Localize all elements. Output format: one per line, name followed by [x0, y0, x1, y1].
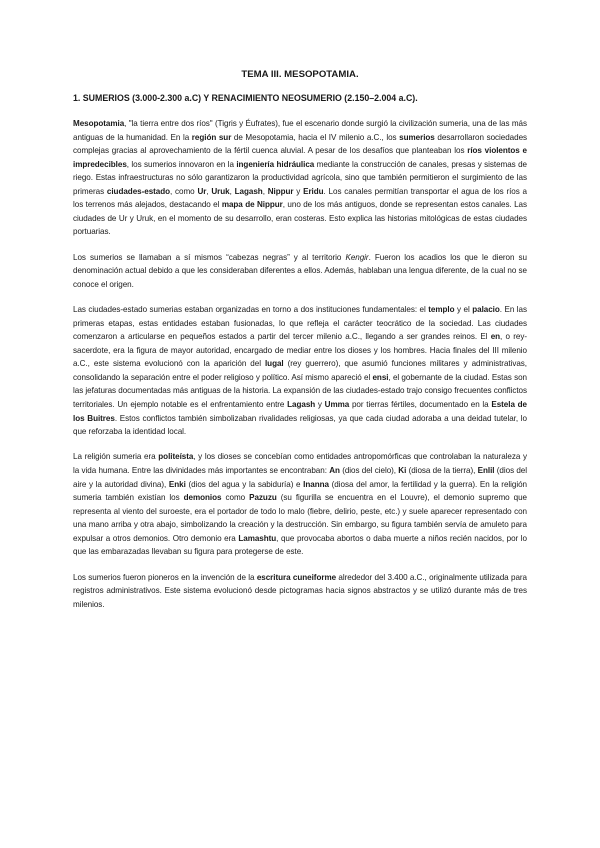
bold-term: en: [490, 332, 501, 342]
bold-term: Ki: [398, 465, 407, 475]
bold-term: sumerios: [399, 132, 435, 142]
bold-term: Lagash: [287, 399, 316, 409]
bold-term: Uruk: [211, 186, 230, 196]
text-run: (dios del agua y la sabiduría) e: [185, 479, 304, 489]
text-run: ,: [206, 186, 212, 196]
bold-term: Pazuzu: [249, 493, 277, 503]
bold-term: lugal: [264, 359, 284, 369]
text-run: , o rey-sacerdote, era la figura de mayor autoridad, encargado de mediar entre los dioses y los hombres. Hacia finales del III milenio a.C., este sistema evolucionó con la aparición del: [73, 332, 527, 369]
italic-term: Kengir: [345, 252, 369, 262]
bold-term: Mesopotamia: [73, 119, 125, 128]
bold-term: Nippur: [267, 186, 294, 196]
bold-term: Inanna: [303, 479, 329, 489]
bold-term: Umma: [324, 399, 350, 409]
paragraph: [73, 571, 527, 609]
text-run: mediante la construcción de canales, presas y sistemas de riego. Estas infraestructuras no sólo garantizaron la productividad agrícola, sino que también permitieron el surgimiento de las primeras: [73, 159, 527, 196]
text-run: . Fueron los acadios los que le dieron su denominación actual debido a que les consideraban diferentes a ellos. Además, hablaban una lengua diferente, de la cual no se conoce el origen.: [73, 252, 527, 289]
text-run: ,: [229, 186, 235, 196]
text-run: (rey guerrero), que asumió funciones militares y administrativas, consolidando la separación entre el poder religioso y político. Así mismo apareció el: [73, 359, 527, 382]
text-run: Las ciudades-estado sumerias estaban organizadas en torno a dos instituciones fundamentales: el: [73, 305, 429, 315]
paragraph: [73, 450, 527, 558]
bold-term: demonios: [183, 493, 222, 503]
bold-term: Eridu: [303, 186, 324, 196]
text-run: . Los canales permitían transportar el agua de los ríos a los terrenos más alejados, destacando el: [73, 186, 528, 210]
text-run: , como: [170, 186, 198, 196]
paragraph: [73, 303, 527, 438]
text-run: (diosa del amor, la fertilidad y la guerra). En la religión sumeria también existían los: [73, 479, 527, 503]
bold-term: Enlil: [477, 465, 495, 475]
text-run: , el gobernante de la ciudad. Estas son las jefaturas documentadas más antiguas de la historia. La expansión de las ciudades-estado trajo consigo frecuentes conflictos territoriales. Un ejemplo notable es el enfrentamiento entre: [73, 372, 527, 409]
section-heading: 1. SUMERIOS (3.000-2.300 a.C) Y RENACIMIENTO NEOSUMERIO (2.150–2.004 a.C).: [73, 93, 418, 103]
text-run: y: [315, 399, 325, 409]
text-run: (su figurilla se encuentra en el Louvre), el demonio supremo que representa al viento del suroeste, era el portador de todo lo malo (fiebre, delirio, peste, etc.) y suele aparecer representado con una mano arriba y otra abajo, simbolizando la creación y la destrucción. Sin embargo, su figura también servía de amuleto para expulsar a otros demonios. Otro demonio era: [73, 493, 527, 543]
text-run: , y los dioses se concebían como entidades antropomórficas que controlaban la naturaleza y la vida humana. Entre las divinidades más importantes se encontraban:: [73, 452, 527, 475]
bold-term: ingeniería hidráulica: [236, 159, 315, 169]
text-run: . En las primeras etapas, estas entidades estaban fusionadas, lo que refleja el carácter teocrático de la sociedad. Las ciudades comenzaron a articularse en pequeños estados a partir del tercer milenio a.C., llegando a ser grandes reinos. El: [73, 305, 527, 342]
text-run: desarrollaron sociedades complejas gracias al aprovechamiento de la fértil cuenca aluvial. A pesar de los desafíos que planteaban los: [73, 132, 528, 156]
bold-term: politeísta: [158, 452, 194, 462]
bold-term: templo: [428, 305, 455, 315]
bold-term: An: [329, 465, 340, 475]
bold-term: Estela de los Buitres: [73, 399, 527, 423]
paragraph: [73, 251, 527, 292]
text-run: , que provocaba abortos o daba muerte a niños recién nacidos, por lo que las embarazadas llevaban su figura para protegerse de este.: [73, 533, 527, 557]
text-run: y: [293, 186, 304, 196]
paragraph: [73, 117, 527, 239]
bold-term: palacio: [472, 305, 500, 315]
text-run: . Estos conflictos también simbolizaban rivalidades religiosas, ya que cada ciudad adoraba a una deidad tutelar, lo que reforzaba la identidad local.: [73, 413, 527, 437]
bold-term: Ur: [197, 186, 207, 196]
bold-term: escritura cuneiforme: [256, 572, 337, 582]
text-run: de Mesopotamia, hacia el IV milenio a.C., los: [231, 132, 400, 142]
text-run: , "la tierra entre dos ríos" (Tigris y Éufrates), fue el escenario donde surgió la civilización sumeria, una de las más antiguas de la humanidad. En la: [73, 119, 527, 142]
text-run: como: [221, 493, 250, 503]
text-run: , los sumerios innovaron en la: [126, 159, 237, 169]
text-run: (dios del aire y la autoridad divina),: [73, 465, 528, 489]
text-run: (dios del cielo),: [339, 465, 399, 475]
bold-term: mapa de Nippur: [221, 200, 283, 210]
text-run: (diosa de la tierra),: [406, 465, 478, 475]
text-run: Los sumerios fueron pioneros en la invención de la: [73, 572, 257, 582]
page-title: TEMA III. MESOPOTAMIA.: [241, 69, 359, 80]
text-run: Los sumerios se llamaban a sí mismos “cabezas negras” y al territorio: [73, 252, 346, 262]
bold-term: ensi: [372, 372, 389, 382]
text-run: La religión sumeria era: [73, 452, 159, 462]
bold-term: ríos violentos e impredecibles: [73, 146, 527, 169]
bold-term: Lamashtu: [238, 533, 277, 543]
text-run: ,: [262, 186, 268, 196]
bold-term: Enki: [168, 479, 186, 489]
bold-term: Lagash: [234, 186, 263, 196]
text-run: , uno de los más antiguos, donde se representan estos canales. Las ciudades de Ur y Uruk, en el momento de su desarrollo, eran costeras. Esto explica las historias mitológicas de estas ciudades portuarias.: [73, 200, 527, 237]
text-run: y el: [454, 305, 473, 315]
page-content: [73, 68, 527, 609]
bold-term: región sur: [191, 132, 232, 142]
text-run: alrededor del 3.400 a.C., originalmente utilizada para registros administrativos. Este sistema evolucionó desde pictogramas hacia signos abstractos y se utilizó durante más de tres milenios.: [73, 572, 527, 609]
text-run: por tierras fértiles, documentado en la: [349, 399, 492, 409]
bold-term: ciudades-estado: [106, 186, 171, 196]
